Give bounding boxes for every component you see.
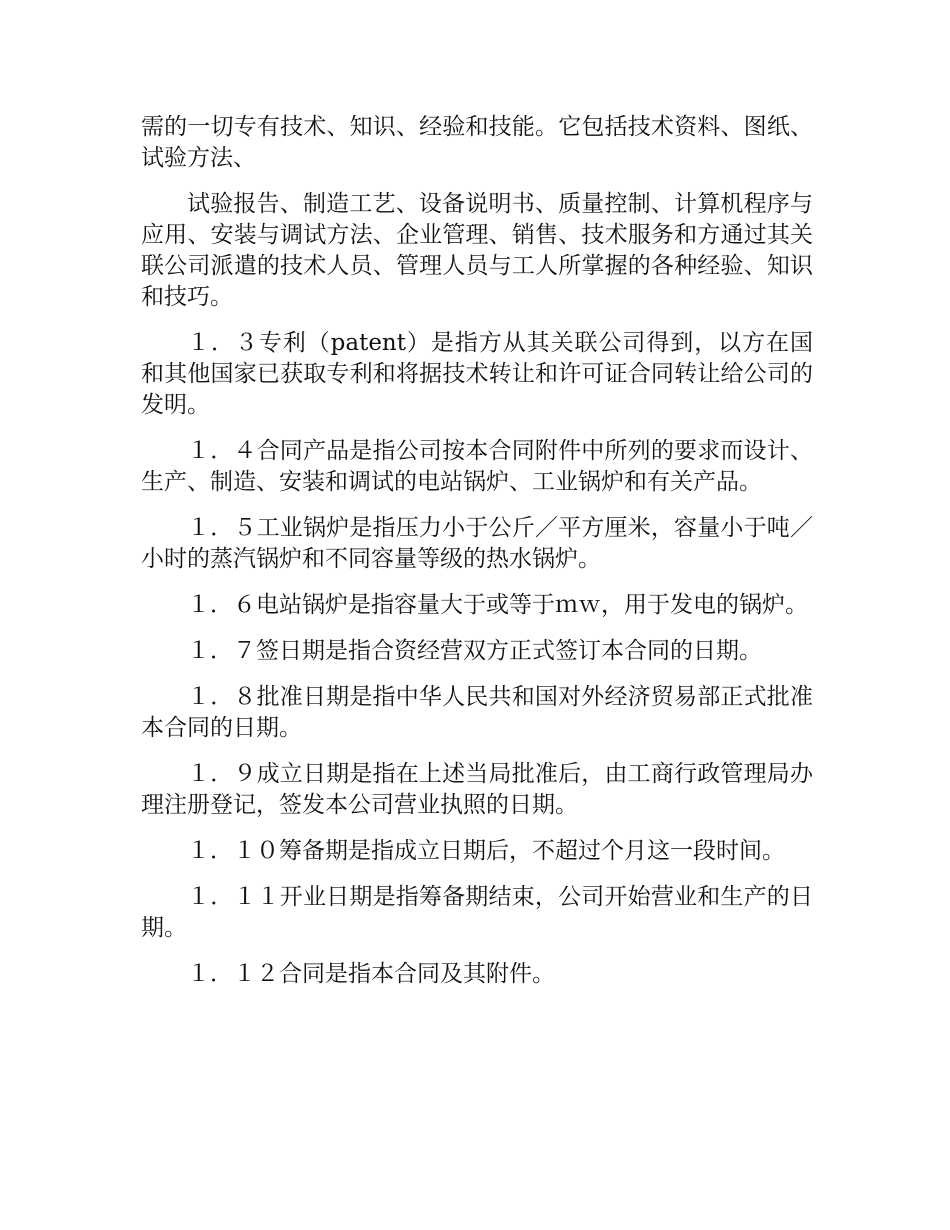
- paragraph-opening-date: １．１１开业日期是指筹备期结束，公司开始营业和生产的日期。: [141, 884, 813, 941]
- paragraph-contract-definition: １．１２合同是指本合同及其附件。: [187, 961, 555, 987]
- paragraph-preparation-period: １．１０筹备期是指成立日期后，不超过个月这一段时间。: [187, 838, 785, 864]
- paragraph-continuation: 需的一切专有技术、知识、经验和技能。它包括技术资料、图纸、试验方法、: [141, 114, 813, 171]
- paragraph-know-how: 试验报告、制造工艺、设备说明书、质量控制、计算机程序与应用、安装与调试方法、企业管理、销售、技术服务和方通过其关联公司派遣的技术人员、管理人员与工人所掌握的各种经验、知识和技巧。: [141, 191, 813, 310]
- paragraph-approval-date: １．８批准日期是指中华人民共和国对外经济贸易部正式批准本合同的日期。: [141, 684, 813, 741]
- paragraph-power-boiler: １．６电站锅炉是指容量大于或等于ｍｗ，用于发电的锅炉。: [187, 592, 808, 618]
- paragraph-signing-date: １．７签日期是指合资经营双方正式签订本合同的日期。: [187, 638, 762, 664]
- paragraph-industrial-boiler: １．５工业锅炉是指压力小于公斤／平方厘米，容量小于吨／小时的蒸汽锅炉和不同容量等级的热水锅炉。: [141, 515, 813, 572]
- document-body: [141, 112, 813, 1005]
- paragraph-contract-products: １．４合同产品是指公司按本合同附件中所列的要求而设计、生产、制造、安装和调试的电站锅炉、工业锅炉和有关产品。: [141, 438, 813, 495]
- paragraph-establishment-date: １．９成立日期是指在上述当局批准后，由工商行政管理局办理注册登记，签发本公司营业执照的日期。: [141, 761, 813, 818]
- paragraph-patent: １．３专利（patent）是指方从其关联公司得到，以方在国和其他国家已获取专利和将据技术转让和许可证合同转让给公司的发明。: [141, 330, 813, 418]
